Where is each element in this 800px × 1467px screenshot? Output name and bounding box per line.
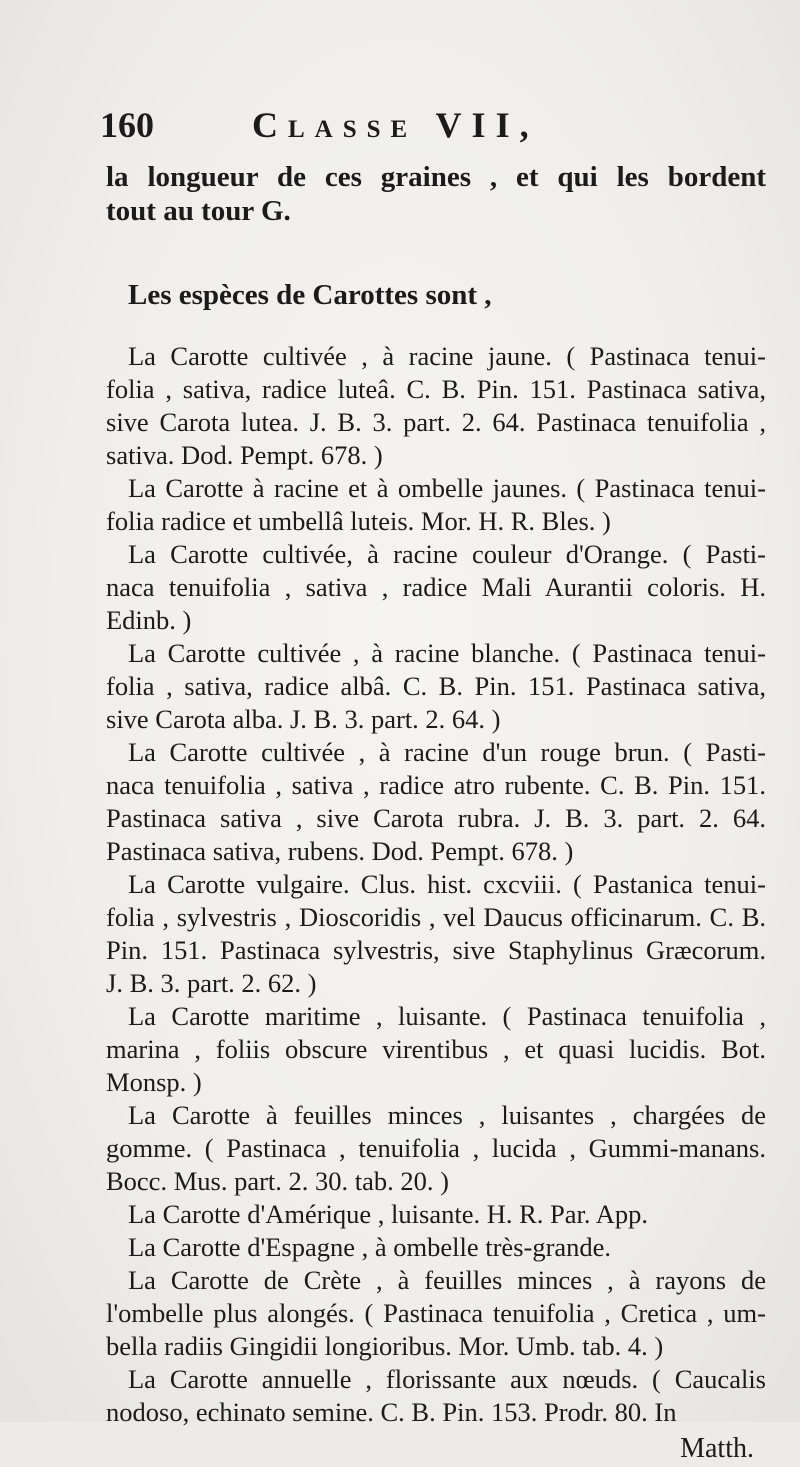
page-number: 160 bbox=[100, 105, 154, 145]
entry-first-line: La Carotte vulgaire. Clus. hist. cxcviii. ( Pastanica tenui- bbox=[128, 869, 766, 899]
entry-first-line: La Carotte à racine et à ombelle jaunes. ( Pastinaca tenui- bbox=[128, 473, 766, 503]
entry-line: Pastinaca sativa , sive Carota rubra. J. B. 3. part. 2. 64. bbox=[106, 803, 766, 833]
species-entry bbox=[106, 472, 766, 538]
entry-line: folia radice et umbellâ luteis. Mor. H. R. Bles. ) bbox=[106, 506, 611, 536]
entry-first-line: La Carotte cultivée , à racine blanche. ( Pastinaca tenui- bbox=[128, 638, 766, 668]
entry-line: Bocc. Mus. part. 2. 30. tab. 20. ) bbox=[106, 1166, 449, 1196]
species-list bbox=[106, 340, 766, 1429]
entry-line: folia , sativa, radice luteâ. C. B. Pin. 151. Pastinaca sativa, bbox=[106, 374, 766, 404]
entry-first-line: La Carotte cultivée, à racine couleur d'Orange. ( Pasti- bbox=[128, 539, 766, 569]
entry-line: naca tenuifolia , sativa , radice Mali Aurantii coloris. H. bbox=[106, 572, 766, 602]
entry-line: sativa. Dod. Pempt. 678. ) bbox=[106, 440, 383, 470]
species-entry bbox=[106, 736, 766, 868]
species-entry bbox=[106, 1099, 766, 1198]
entry-line: nodoso, echinato semine. C. B. Pin. 153. Prodr. 80. In bbox=[106, 1397, 677, 1427]
entry-line: folia , sativa, radice albâ. C. B. Pin. 151. Pastinaca sativa, bbox=[106, 671, 766, 701]
species-entry bbox=[106, 1363, 766, 1429]
species-entry bbox=[106, 868, 766, 1000]
section-heading: Les espèces de Carottes sont , bbox=[128, 279, 492, 311]
species-entry bbox=[106, 1231, 766, 1264]
running-head bbox=[100, 104, 740, 154]
catchword: Matth. bbox=[680, 1433, 754, 1464]
entry-first-line: La Carotte d'Amérique , luisante. H. R. Par. App. bbox=[128, 1199, 648, 1229]
entry-line: sive Carota lutea. J. B. 3. part. 2. 64. Pastinaca tenuifolia , bbox=[106, 407, 766, 437]
entry-first-line: La Carotte cultivée , à racine jaune. ( Pastinaca tenui- bbox=[128, 341, 766, 371]
entry-first-line: La Carotte annuelle , florissante aux nœuds. ( Caucalis bbox=[128, 1364, 766, 1394]
entry-line: Edinb. ) bbox=[106, 605, 192, 635]
species-entry bbox=[106, 1198, 766, 1231]
entry-line: l'ombelle plus alongés. ( Pastinaca tenuifolia , Cretica , um- bbox=[106, 1298, 766, 1328]
entry-line: Pin. 151. Pastinaca sylvestris, sive Staphylinus Græcorum. bbox=[106, 935, 766, 965]
entry-line: naca tenuifolia , sativa , radice atro rubente. C. B. Pin. 151. bbox=[106, 770, 766, 800]
entry-line: folia , sylvestris , Dioscoridis , vel Daucus officinarum. C. B. bbox=[106, 902, 766, 932]
class-title: Classe VII, bbox=[252, 105, 539, 145]
entry-line: marina , foliis obscure virentibus , et quasi lucidis. Bot. bbox=[106, 1034, 766, 1064]
text-block bbox=[106, 160, 766, 1467]
entry-first-line: La Carotte à feuilles minces , luisantes , chargées de bbox=[128, 1100, 766, 1130]
entry-line: Monsp. ) bbox=[106, 1067, 202, 1097]
opening-line: la longueur de ces graines , et qui les bordent bbox=[106, 161, 766, 193]
entry-first-line: La Carotte de Crète , à feuilles minces , à rayons de bbox=[128, 1265, 766, 1295]
entry-first-line: La Carotte cultivée , à racine d'un rouge brun. ( Pasti- bbox=[128, 737, 766, 767]
species-entry bbox=[106, 637, 766, 736]
species-entry bbox=[106, 340, 766, 472]
entry-line: sive Carota alba. J. B. 3. part. 2. 64. ) bbox=[106, 704, 501, 734]
entry-first-line: La Carotte d'Espagne , à ombelle très-grande. bbox=[128, 1232, 612, 1262]
entry-line: Pastinaca sativa, rubens. Dod. Pempt. 678. ) bbox=[106, 836, 574, 866]
entry-line: J. B. 3. part. 2. 62. ) bbox=[106, 968, 317, 998]
species-entry bbox=[106, 538, 766, 637]
species-entry bbox=[106, 1264, 766, 1363]
entry-first-line: La Carotte maritime , luisante. ( Pastinaca tenuifolia , bbox=[128, 1001, 766, 1031]
entry-line: bella radiis Gingidii longioribus. Mor. Umb. tab. 4. ) bbox=[106, 1331, 664, 1361]
entry-line: gomme. ( Pastinaca , tenuifolia , lucida , Gummi-manans. bbox=[106, 1133, 766, 1163]
species-entry bbox=[106, 1000, 766, 1099]
opening-line: tout au tour G. bbox=[106, 195, 291, 227]
